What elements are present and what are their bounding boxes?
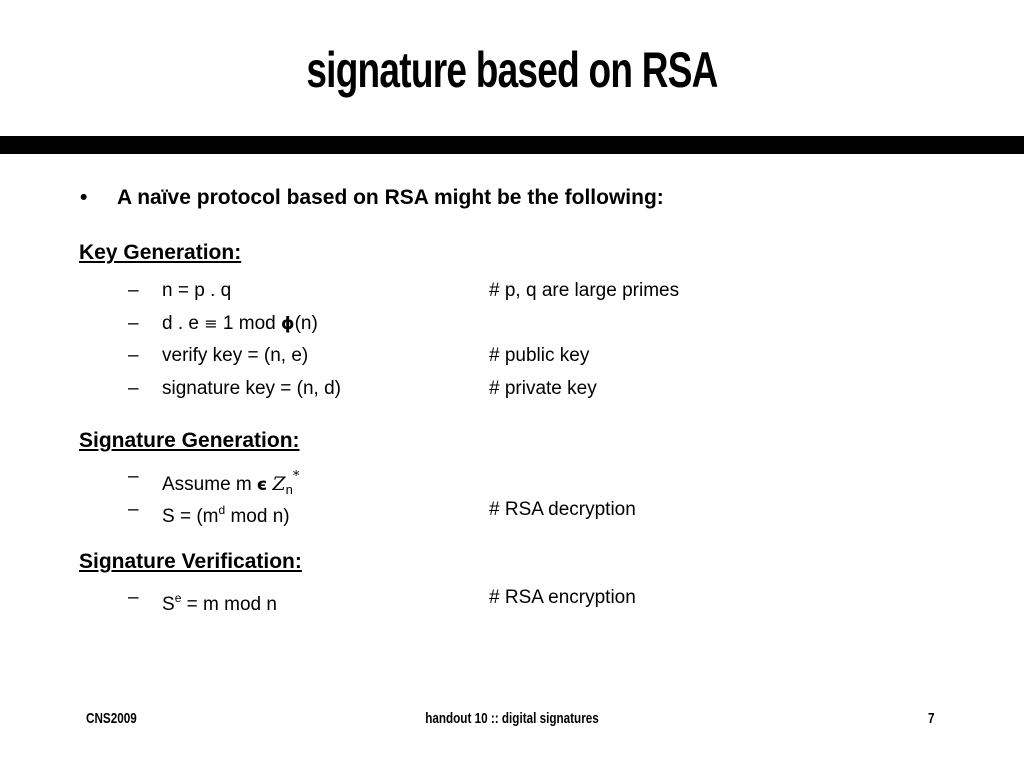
formula-part: S = (m xyxy=(162,506,219,527)
formula-part: Assume m xyxy=(162,474,258,495)
footer-course-code: CNS2009 xyxy=(86,710,137,727)
dash-marker: – xyxy=(128,280,139,301)
item-text xyxy=(162,585,277,618)
formula-part: d . e xyxy=(162,313,205,334)
formula-part: S xyxy=(162,594,175,615)
dash-marker: – xyxy=(128,313,139,334)
integer-set-symbol: Z xyxy=(272,473,286,495)
item-comment: # RSA decryption xyxy=(489,499,636,520)
dash-marker: – xyxy=(128,499,139,520)
dash-marker: – xyxy=(128,345,139,366)
item-text xyxy=(162,497,290,530)
exponent: d xyxy=(218,503,226,517)
key-generation-heading: Key Generation: xyxy=(79,241,242,264)
bullet-icon: • xyxy=(80,186,88,209)
dash-marker: – xyxy=(128,466,139,487)
formula-part: mod n) xyxy=(225,506,290,527)
slide-title: signature based on RSA xyxy=(306,42,718,98)
phi-symbol: ϕ xyxy=(281,314,295,334)
item-comment: # RSA encryption xyxy=(489,587,636,608)
signature-verification-heading: Signature Verification: xyxy=(79,550,302,573)
item-text xyxy=(162,311,318,337)
exponent: e xyxy=(174,591,182,605)
formula-part: (n) xyxy=(294,313,318,334)
footer-handout-title: handout 10 :: digital signatures xyxy=(425,710,599,727)
item-comment: # private key xyxy=(489,378,597,399)
item-comment: # p, q are large primes xyxy=(489,280,680,301)
item-comment: # public key xyxy=(489,345,590,366)
member-symbol: є xyxy=(257,475,268,495)
set-superscript: * xyxy=(292,469,300,484)
set-subscript: n xyxy=(285,482,293,497)
dash-marker: – xyxy=(128,587,139,608)
intro-text: A naïve protocol based on RSA might be the following: xyxy=(117,186,664,209)
intro-bullet xyxy=(80,186,664,210)
signature-generation-heading: Signature Generation: xyxy=(79,429,300,452)
item-text: verify key = (n, e) xyxy=(162,345,309,366)
item-text: n = p . q xyxy=(162,280,232,301)
formula-part: 1 mod xyxy=(217,313,282,334)
item-text: signature key = (n, d) xyxy=(162,378,342,399)
equiv-symbol: ≡ xyxy=(204,314,218,333)
dash-marker: – xyxy=(128,378,139,399)
formula-part: = m mod n xyxy=(181,594,277,615)
footer-page-number: 7 xyxy=(928,710,935,727)
